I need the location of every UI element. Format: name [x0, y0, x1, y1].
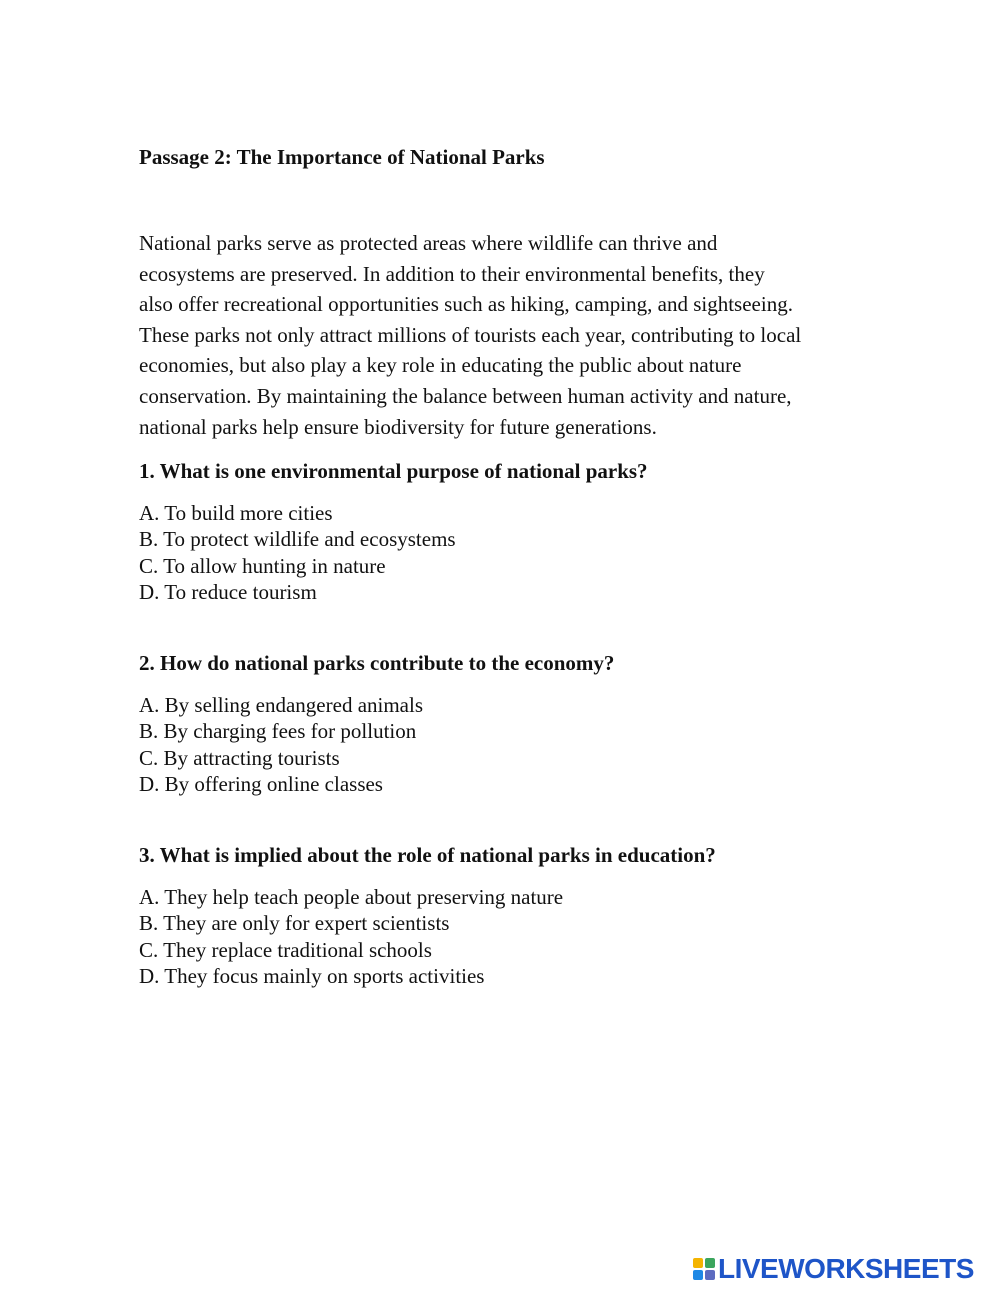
logo-text: LIVEWORKSHEETS — [718, 1253, 974, 1284]
answer-option[interactable]: A. By selling endangered animals — [139, 693, 424, 717]
question-1-options — [139, 500, 456, 605]
passage-line: conservation. By maintaining the balance between human activity and nature, — [139, 383, 792, 408]
answer-option[interactable]: A. They help teach people about preserving nature — [139, 885, 564, 909]
answer-option[interactable]: A. To build more cities — [139, 501, 333, 525]
passage-line: ecosystems are preserved. In addition to their environmental benefits, they — [139, 261, 765, 286]
logo-square-icon — [705, 1270, 715, 1280]
question-2-prompt: 2. How do national parks contribute to the economy? — [139, 651, 615, 675]
liveworksheets-icon — [693, 1258, 715, 1280]
question-2-options — [139, 692, 423, 797]
answer-option[interactable]: B. By charging fees for pollution — [139, 719, 417, 744]
logo-square-icon — [705, 1258, 715, 1268]
question-3-prompt: 3. What is implied about the role of national parks in education? — [139, 843, 716, 867]
question-1-prompt: 1. What is one environmental purpose of national parks? — [139, 459, 648, 483]
liveworksheets-logo[interactable] — [693, 1254, 974, 1284]
logo-square-icon — [693, 1270, 703, 1280]
answer-option[interactable]: D. To reduce tourism — [139, 579, 317, 604]
answer-option[interactable]: C. By attracting tourists — [139, 745, 340, 770]
answer-option[interactable]: B. They are only for expert scientists — [139, 911, 450, 936]
passage-line: economies, but also play a key role in educating the public about nature — [139, 353, 742, 378]
passage-line: also offer recreational opportunities such as hiking, camping, and sightseeing. — [139, 292, 793, 317]
logo-square-icon — [693, 1258, 703, 1268]
question-3-options — [139, 884, 563, 989]
passage-text — [139, 228, 879, 442]
page-title: Passage 2: The Importance of National Parks — [139, 145, 545, 169]
answer-option[interactable]: C. To allow hunting in nature — [139, 553, 386, 578]
answer-option[interactable]: D. By offering online classes — [139, 771, 383, 796]
passage-line: National parks serve as protected areas where wildlife can thrive and — [139, 231, 718, 255]
answer-option[interactable]: C. They replace traditional schools — [139, 937, 432, 962]
answer-option[interactable]: D. They focus mainly on sports activities — [139, 963, 485, 988]
passage-line: national parks help ensure biodiversity for future generations. — [139, 414, 657, 439]
answer-option[interactable]: B. To protect wildlife and ecosystems — [139, 527, 456, 552]
passage-line: These parks not only attract millions of tourists each year, contributing to local — [139, 322, 802, 347]
